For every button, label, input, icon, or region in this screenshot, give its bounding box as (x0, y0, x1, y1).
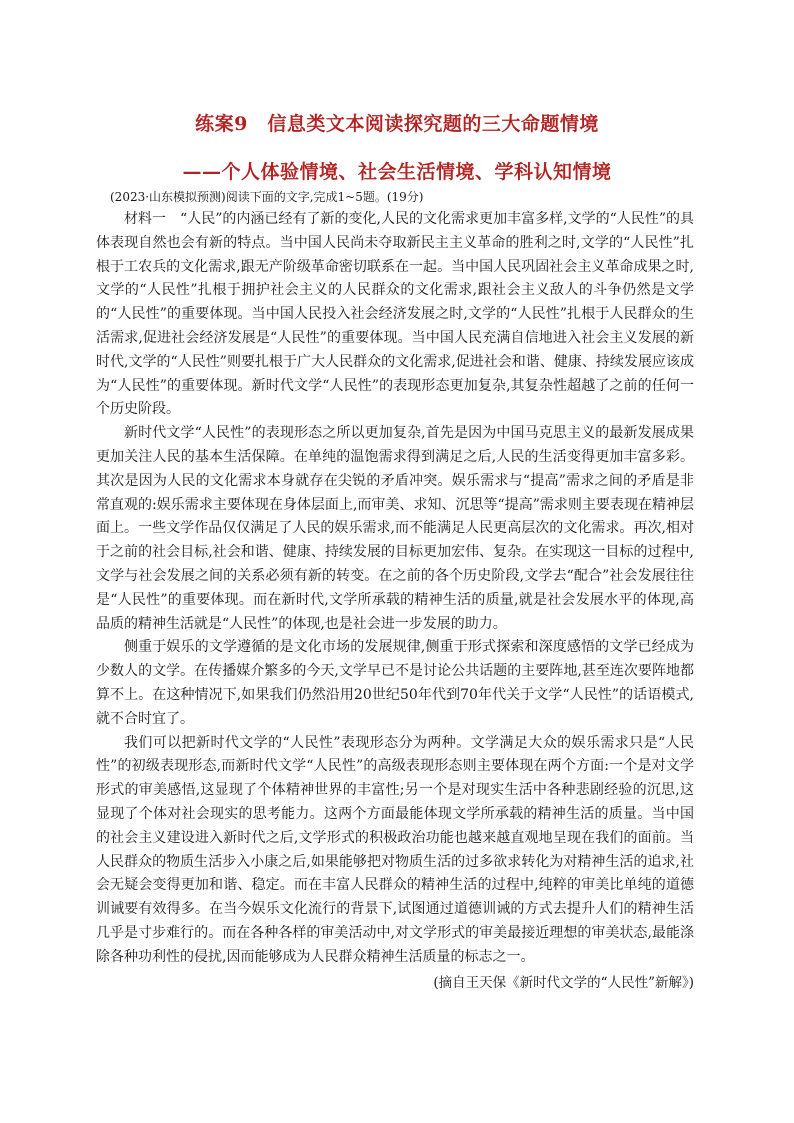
paragraph-2: 新时代文学“人民性”的表现形态之所以更加复杂,首先是因为中国马克思主义的最新发展成果更加关注人民的基本生活保障。在单纯的温饱需求得到满足之后,人民的生活变得更加丰富多彩。其次是因为人民的文化需求本身就存在尖锐的矛盾冲突。娱乐需求与“提高”需求之间的矛盾是非常直观的:娱乐需求主要体现在身体层面上,而审美、求知、沉思等“提高”需求则主要表现在精神层面上。一些文学作品仅仅满足了人民的娱乐需求,而不能满足人民更高层次的文化需求。再次,相对于之前的社会目标,社会和谐、健康、持续发展的目标更加宏伟、复杂。在实现这一目标的过程中,文学与社会发展之间的关系必须有新的转变。在之前的各个历史阶段,文学去“配合”社会发展往往是“人民性”的重要体现。而在新时代,文学所承载的精神生活的质量,就是社会发展水平的体现,高品质的精神生活就是“人民性”的体现,也是社会进一步发展的助力。 (96, 425, 694, 632)
page-subtitle: ——个人体验情境、社会生活情境、学科认知情境 (182, 161, 612, 183)
source-attribution: (摘自王天保《新时代文学的“人民性”新解》) (433, 974, 694, 991)
page-title: 练案9 信息类文本阅读探究题的三大命题情境 (195, 113, 599, 135)
paragraph-3: 侧重于娱乐的文学遵循的是文化市场的发展规律,侧重于形式探索和深度感悟的文学已经成为少数人的文学。在传播媒介繁多的今天,文学早已不是讨论公共话题的主要阵地,甚至连次要阵地都算不上。在这种情况下,如果我们仍然沿用20世纪50年代到70年代关于文学“人民性”的话语模式,就不合时宜了。 (96, 639, 694, 727)
paragraph-1: 材料一 “人民”的内涵已经有了新的变化,人民的文化需求更加丰富多样,文学的“人民性”的具体表现自然也会有新的特点。当中国人民尚未夺取新民主主义革命的胜利之时,文学的“人民性”扎根于工农兵的文化需求,跟无产阶级革命密切联系在一起。当中国人民巩固社会主义革命成果之时,文学的“人民性”扎根于拥护社会主义的人民群众的文化需求,跟社会主义敌人的斗争仍然是文学的“人民性”的重要体现。当中国人民投入社会经济发展之时,文学的“人民性”扎根于人民群众的生活需求,促进社会经济发展是“人民性”的重要体现。当中国人民充满自信地进入社会主义发展的新时代,文学的“人民性”则要扎根于广大人民群众的文化需求,促进社会和谐、健康、持续发展应该成为“人民性”的重要体现。新时代文学“人民性”的表现形态更加复杂,其复杂性超越了之前的任何一个历史阶段。 (96, 211, 694, 418)
question-source-line: (2023·山东模拟预测)阅读下面的文字,完成1~5题。(19分) (110, 190, 424, 204)
reading-passage (96, 187, 694, 994)
paragraph-4: 我们可以把新时代文学的“人民性”表现形态分为两种。文学满足大众的娱乐需求只是“人民性”的初级表现形态,而新时代文学“人民性”的高级表现形态则主要体现在两个方面:一个是对文学形式的审美感悟,这显现了个体精神世界的丰富性;另一个是对现实生活中各种悲剧经验的沉思,这显现了个体对社会现实的思考能力。这两个方面最能体现文学所承载的精神生活的质量。当中国的社会主义建设进入新时代之后,文学形式的积极政治功能也越来越直观地呈现在我们的面前。当人民群众的物质生活步入小康之后,如果能够把对物质生活的过多欲求转化为对精神生活的追求,社会无疑会变得更加和谐、稳定。而在丰富人民群众的精神生活的过程中,纯粹的审美比单纯的道德训诫要有效得多。在当今娱乐文化流行的背景下,试图通过道德训诫的方式去提升人们的精神生活几乎是寸步难行的。而在各种各样的审美活动中,对文学形式的审美最接近理想的审美状态,最能涤除各种功利性的侵扰,因而能够成为人民群众精神生活质量的标志之一。 (96, 734, 694, 965)
